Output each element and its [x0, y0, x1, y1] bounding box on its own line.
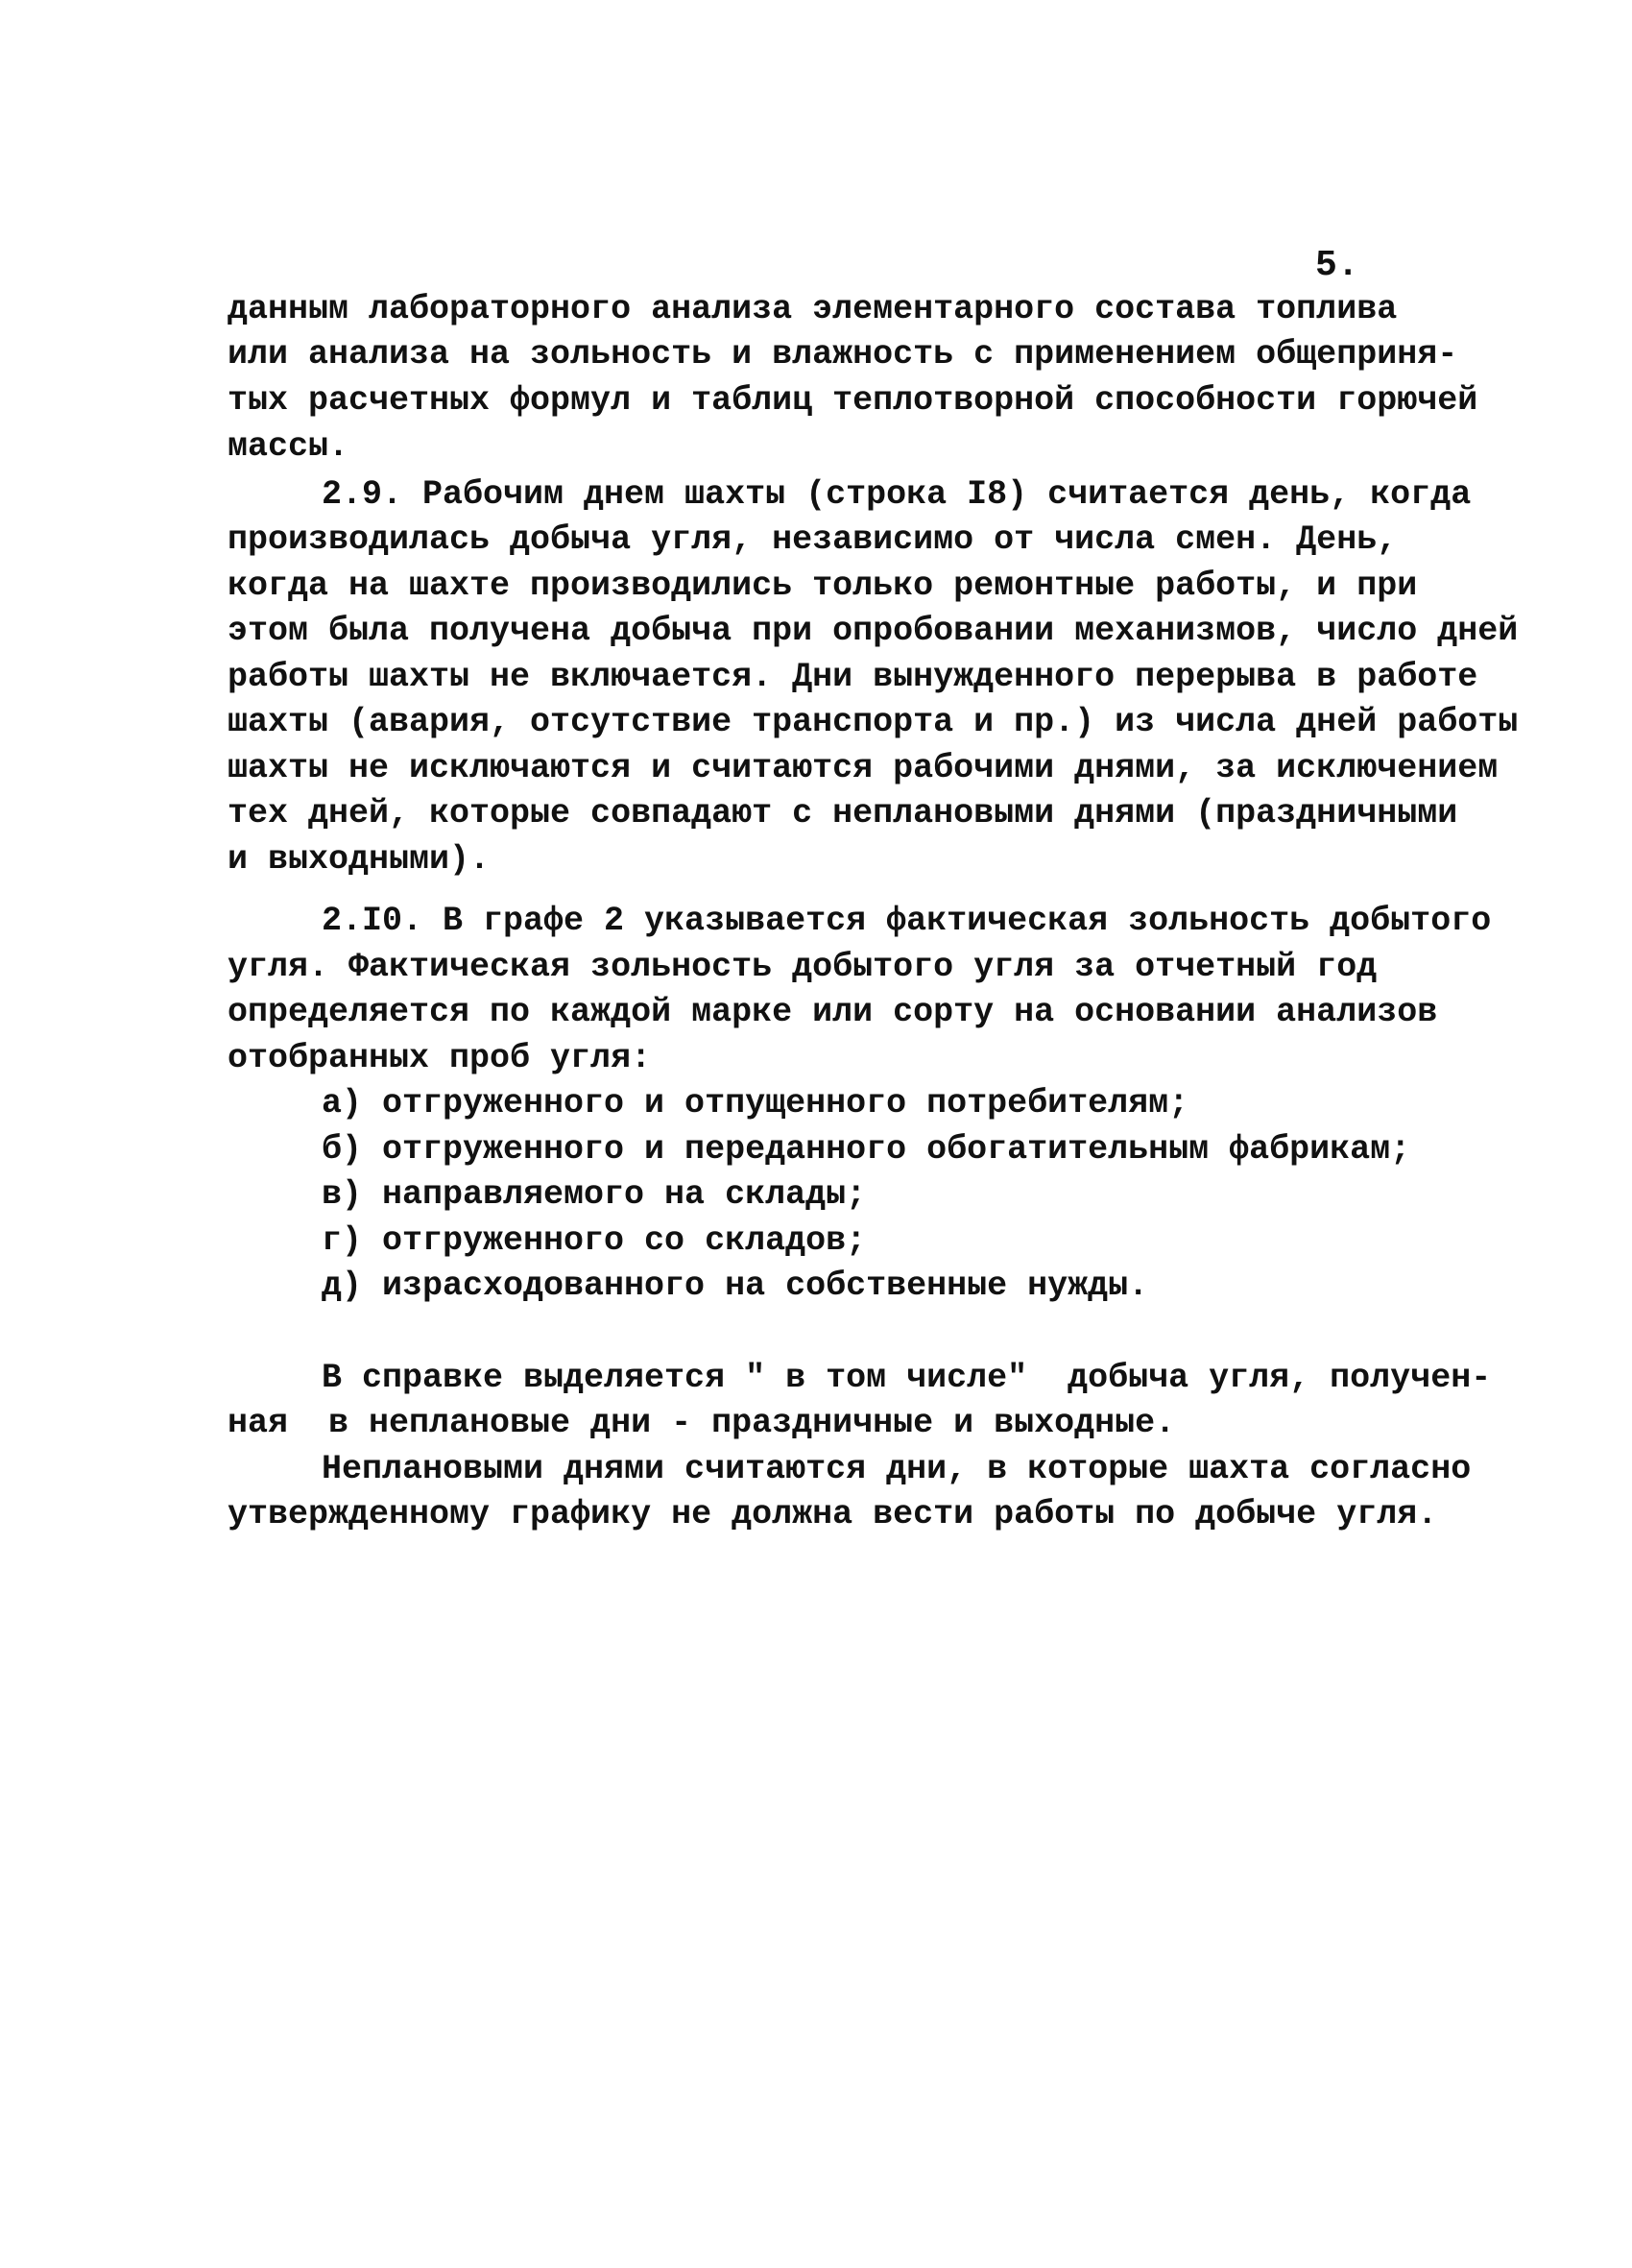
intro-line: массы.: [228, 427, 349, 466]
note-line: ная в неплановые дни - праздничные и выходные.: [228, 1404, 1176, 1442]
intro-line: тых расчетных формул и таблиц теплотворной способности горючей: [228, 381, 1478, 420]
section-2-9-line: тех дней, которые совпадают с неплановыми днями (праздничными: [228, 794, 1458, 832]
page-number: 5.: [1315, 245, 1359, 286]
section-2-10-line: отобранных проб угля:: [228, 1039, 652, 1077]
section-2-9-line: производилась добыча угля, независимо от числа смен. День,: [228, 520, 1398, 559]
section-2-9-line: и выходными).: [228, 840, 491, 879]
list-item: а) отгруженного и отпущенного потребителям;: [322, 1084, 1189, 1122]
section-2-9-line: этом была получена добыча при опробовании механизмов, число дней: [228, 612, 1519, 650]
list-item: г) отгруженного со складов;: [322, 1221, 867, 1260]
note-line: утвержденному графику не должна вести работы по добыче угля.: [228, 1495, 1438, 1533]
intro-line: или анализа на зольность и влажность с применением общеприня-: [228, 335, 1458, 374]
list-item: в) направляемого на склады;: [322, 1175, 867, 1214]
note-line: Неплановыми днями считаются дни, в которые шахта согласно: [322, 1450, 1472, 1488]
section-2-10-line: определяется по каждой марке или сорту на основании анализов: [228, 993, 1438, 1031]
section-2-9-line: работы шахты не включается. Дни вынужденного перерыва в работе: [228, 658, 1478, 696]
intro-line: данным лабораторного анализа элементарного состава топлива: [228, 290, 1398, 328]
section-2-10-line: 2.I0. В графе 2 указывается фактическая зольность добытого: [322, 902, 1492, 940]
section-2-9-line: 2.9. Рабочим днем шахты (строка I8) считается день, когда: [322, 475, 1472, 514]
list-item: б) отгруженного и переданного обогатительным фабрикам;: [322, 1130, 1411, 1169]
section-2-10-line: угля. Фактическая зольность добытого угля за отчетный год: [228, 948, 1378, 986]
list-item: д) израсходованного на собственные нужды.: [322, 1267, 1149, 1305]
section-2-9-line: шахты (авария, отсутствие транспорта и пр.) из числа дней работы: [228, 703, 1519, 741]
note-line: В справке выделяется " в том числе" добыча угля, получен-: [322, 1359, 1492, 1397]
section-2-9-line: шахты не исключаются и считаются рабочими днями, за исключением: [228, 749, 1499, 787]
section-2-9-line: когда на шахте производились только ремонтные работы, и при: [228, 567, 1418, 605]
